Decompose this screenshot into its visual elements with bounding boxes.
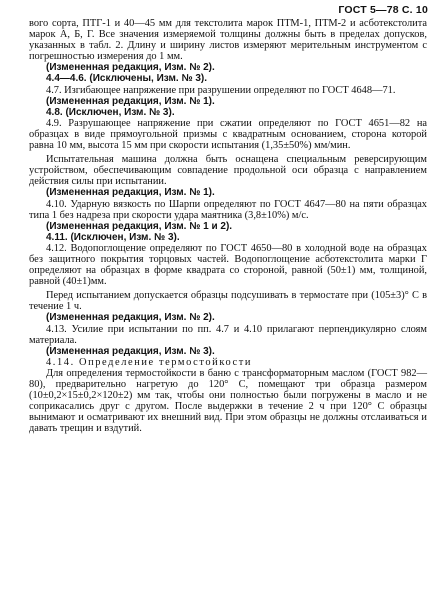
paragraph: 4.12. Водопоглощение определяют по ГОСТ 4650—80 в холодной воде на образцах без защитного покрытия торцовых частей. Водопоглощение асботекстолита марки Г определяют на образцах в форме квадрата со стороной, равной (50±1) мм, толщиной, равной (40±1)мм. [29,242,427,288]
paragraph: 4.13. Усилие при испытании по пп. 4.7 и 4.10 прилагают перпендикулярно слоям материала. [29,323,427,346]
paragraph: вого сорта, ПТГ-1 и 40—45 мм для текстолита марок ПТМ-1, ПТМ-2 и асботекстолита марок А, Б, Г. Все значения измеряемой толщины должны быть в пределах допусков, указанных в табл. 2. Длину и ширину листов измеряют мерительным инструментом с погрешностью измерения до 1 мм. [29,18,427,63]
amendment-note: (Измененная редакция, Изм. № 3). [46,345,215,357]
paragraph: 4.14. Определение термостойкости [46,356,253,368]
paragraph: Для определения термостойкости в баню с трансформаторным маслом (ГОСТ 982—80), предварительно нагретую до 120° С, помещают три образца размером (10±0,2×15±0,2×120±2) мм так, чтобы они полностью были погружены в масло и не соприкасались друг с другом. После выдержки в течение 2 ч при 120° С образцы вынимают и осматривают их внешний вид. При этом образцы не должны отслаиваться и давать трещин и вздутий. [29,367,427,435]
paragraph: Перед испытанием допускается образцы подсушивать в термостате при (105±3)° С в течение 1 ч. [29,290,427,313]
amendment-note: (Измененная редакция, Изм. № 2). [46,62,215,74]
amendment-note: 4.4—4.6. (Исключены, Изм. № 3). [46,73,208,85]
paragraph: 4.7. Изгибающее напряжение при разрушении определяют по ГОСТ 4648—71. [46,84,396,96]
document-body [29,18,427,434]
amendment-note: 4.11. (Исключен, Изм. № 3). [46,231,180,243]
amendment-note: (Измененная редакция, Изм. № 1 и 2). [46,220,233,232]
amendment-note: (Измененная редакция, Изм. № 1). [46,187,215,199]
amendment-note: (Измененная редакция, Изм. № 1). [46,95,215,107]
paragraph: 4.10. Ударную вязкость по Шарпи определяют по ГОСТ 4647—80 на пяти образцах типа 1 без надреза при скорости удара маятника (3,8±10%) м/с. [29,198,427,221]
amendment-note: 4.8. (Исключен, Изм. № 3). [46,106,175,118]
amendment-note: (Измененная редакция, Изм. № 2). [46,312,215,324]
paragraph: Испытательная машина должна быть оснащена специальным реверсирующим устройством, обеспечивающим совпадение продольной оси образца с направлением действия силы при испытании. [29,154,427,188]
paragraph: 4.9. Разрушающее напряжение при сжатии определяют по ГОСТ 4651—82 на образцах в виде прямоугольной призмы с квадратным основанием, сторона которой равна 10 мм, высота 15 мм при скорости испытания (1,35±50%) мм/мин. [29,117,427,152]
page-header: ГОСТ 5—78 С. 10 [338,4,428,16]
